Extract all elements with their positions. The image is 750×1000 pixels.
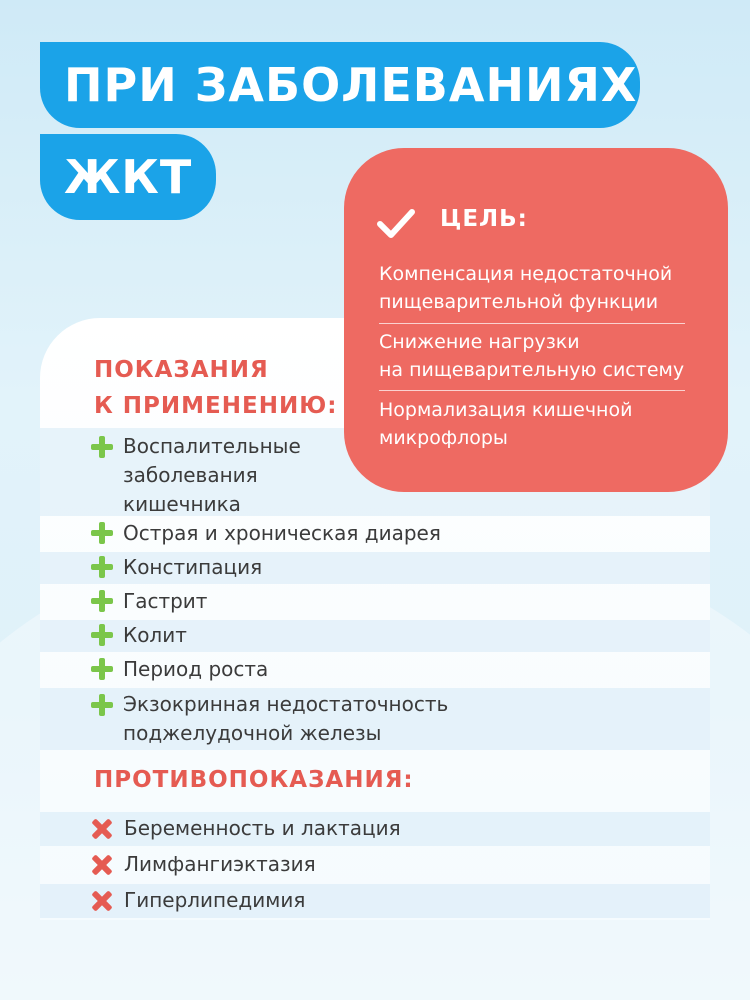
plus-icon — [91, 590, 113, 612]
contraindication-text: Лимфангиэктазия — [124, 852, 316, 876]
indication-text: Констипация — [123, 555, 263, 579]
list-item — [40, 518, 710, 550]
page-title-line-1 — [40, 42, 640, 128]
contraindication-text: Беременность и лактация — [124, 816, 401, 840]
page-title-line-2 — [40, 134, 216, 220]
goal-item: Нормализация кишечной микрофлоры — [379, 399, 633, 449]
title-text-2: ЖКТ — [64, 150, 193, 204]
indication-text: Воспалительные заболевания кишечника — [123, 434, 301, 516]
plus-icon — [91, 522, 113, 544]
goal-card — [344, 148, 728, 492]
contraindications-title: ПРОТИВОПОКАЗАНИЯ: — [94, 767, 414, 793]
check-icon — [376, 204, 416, 244]
plus-icon — [91, 658, 113, 680]
list-item — [40, 654, 710, 686]
indication-text: Гастрит — [123, 589, 208, 613]
divider — [379, 323, 685, 324]
list-item — [40, 586, 710, 618]
indication-text: Острая и хроническая диарея — [123, 521, 441, 545]
list-item — [40, 552, 710, 584]
indications-title: ПОКАЗАНИЯ К ПРИМЕНЕНИЮ: — [94, 357, 338, 419]
list-item — [40, 620, 710, 652]
divider — [379, 390, 685, 391]
goal-item: Снижение нагрузки на пищеварительную систему — [379, 331, 685, 381]
plus-icon — [91, 436, 113, 458]
plus-icon — [91, 694, 113, 716]
indication-text: Период роста — [123, 657, 269, 681]
list-item — [40, 812, 710, 846]
indication-text: Экзокринная недостаточность поджелудочной железы — [123, 692, 449, 745]
goal-title: ЦЕЛЬ: — [440, 206, 528, 232]
contraindication-text: Гиперлипедимия — [124, 888, 306, 912]
goal-item: Компенсация недостаточной пищеварительной функции — [379, 263, 673, 313]
list-item — [40, 848, 710, 882]
cross-icon — [92, 819, 112, 839]
plus-icon — [91, 556, 113, 578]
indication-text: Колит — [123, 623, 187, 647]
cross-icon — [92, 891, 112, 911]
list-item — [40, 884, 710, 918]
cross-icon — [92, 855, 112, 875]
title-text-1: ПРИ ЗАБОЛЕВАНИЯХ — [64, 58, 638, 112]
list-item — [40, 688, 710, 750]
plus-icon — [91, 624, 113, 646]
